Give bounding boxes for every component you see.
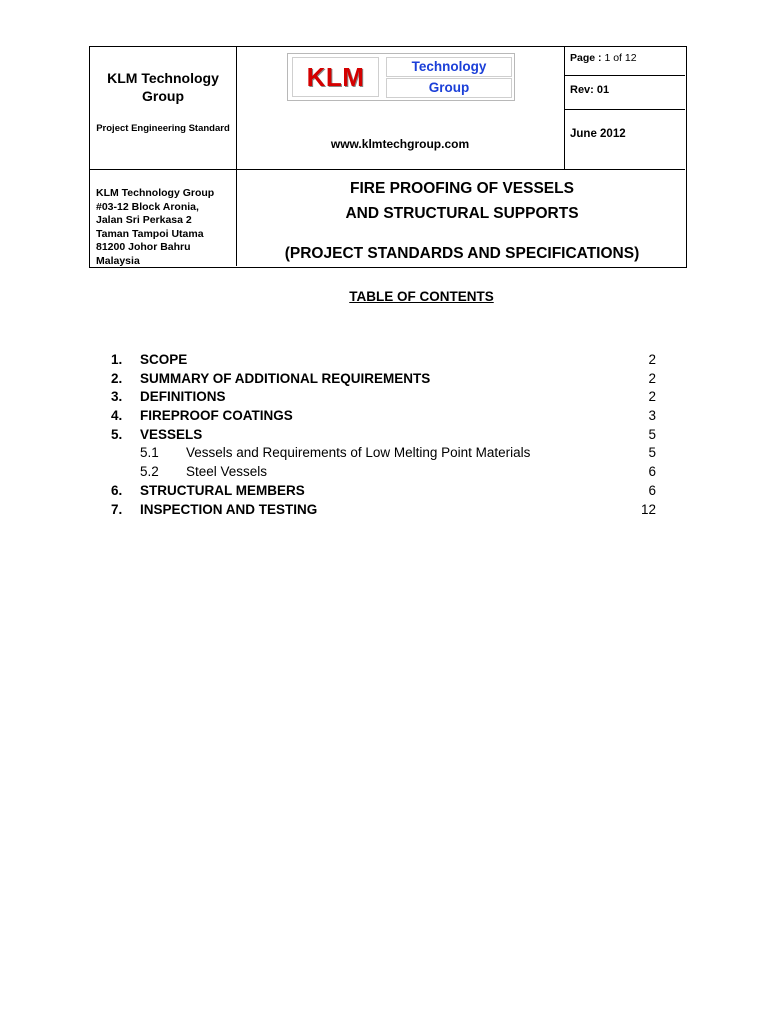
toc-entry[interactable] [0, 407, 768, 426]
header-divider [564, 75, 685, 76]
toc-title: DEFINITIONS [140, 389, 226, 405]
toc-entry[interactable] [0, 482, 768, 501]
logo-klm-text: KLM [292, 57, 379, 97]
page-label: Page : [570, 52, 602, 64]
toc-entry[interactable] [0, 370, 768, 389]
address-line: Jalan Sri Perkasa 2 [96, 214, 192, 226]
title-line: FIRE PROOFING OF VESSELS [350, 180, 574, 197]
revision: Rev: 01 [570, 84, 610, 96]
toc-subentry[interactable] [0, 444, 768, 463]
toc-number: 5. [111, 426, 123, 442]
company-name: KLM Technology Group [107, 70, 219, 104]
document-subtitle: (PROJECT STANDARDS AND SPECIFICATIONS) [284, 245, 640, 262]
toc-entry[interactable] [0, 388, 768, 407]
toc-page: 5 [648, 445, 656, 461]
logo-technology-text: Technology [386, 57, 512, 77]
toc-title: Steel Vessels [186, 464, 268, 480]
toc-number: 5.1 [140, 445, 159, 461]
website-url: www.klmtechgroup.com [330, 137, 470, 151]
header-divider [564, 109, 685, 110]
toc-number: 7. [111, 501, 123, 517]
header-divider [236, 47, 237, 266]
toc-page: 2 [648, 352, 656, 367]
klm-logo [287, 53, 515, 101]
toc-page: 2 [648, 389, 656, 405]
toc-heading: TABLE OF CONTENTS [349, 289, 494, 304]
toc-title: FIREPROOF COATINGS [140, 408, 293, 424]
toc-title: Vessels and Requirements of Low Melting Point Materials [186, 445, 531, 461]
toc-page: 12 [640, 501, 656, 517]
toc-title: VESSELS [140, 426, 203, 442]
toc-entry[interactable] [0, 426, 768, 445]
document-title [236, 176, 688, 226]
toc-title: INSPECTION AND TESTING [140, 501, 318, 517]
page-number [570, 52, 637, 64]
toc-number: 4. [111, 408, 123, 424]
address-line: Malaysia [96, 254, 140, 267]
title-line: AND STRUCTURAL SUPPORTS [345, 205, 579, 222]
toc-title: SCOPE [140, 352, 188, 367]
toc-number: 6. [111, 482, 123, 498]
address-line: #03-12 Block Aronia, [96, 200, 199, 213]
toc-page: 6 [648, 482, 656, 498]
document-header-table [89, 46, 687, 268]
page-value: 1 of 12 [604, 52, 637, 64]
address-line: KLM Technology Group [96, 187, 215, 199]
toc-page: 6 [648, 464, 656, 480]
toc-page: 5 [648, 426, 656, 442]
logo-group-text: Group [386, 78, 512, 98]
company-address [96, 187, 214, 268]
address-line: 81200 Johor Bahru [96, 241, 191, 253]
toc-number: 5.2 [140, 464, 159, 480]
toc-entry[interactable] [0, 501, 768, 520]
toc-number: 2. [111, 370, 123, 386]
address-line: Taman Tampoi Utama [96, 227, 204, 240]
standard-type: Project Engineering Standard [96, 123, 230, 134]
toc-number: 3. [111, 389, 123, 405]
issue-date: June 2012 [570, 128, 626, 140]
table-of-contents [0, 351, 768, 519]
toc-number: 1. [111, 352, 123, 367]
toc-entry[interactable] [0, 351, 768, 370]
toc-subentry[interactable] [0, 463, 768, 482]
toc-page: 3 [648, 408, 656, 424]
toc-page: 2 [648, 370, 656, 386]
toc-title: SUMMARY OF ADDITIONAL REQUIREMENTS [140, 370, 431, 386]
header-divider [90, 169, 685, 170]
toc-title: STRUCTURAL MEMBERS [140, 482, 305, 498]
